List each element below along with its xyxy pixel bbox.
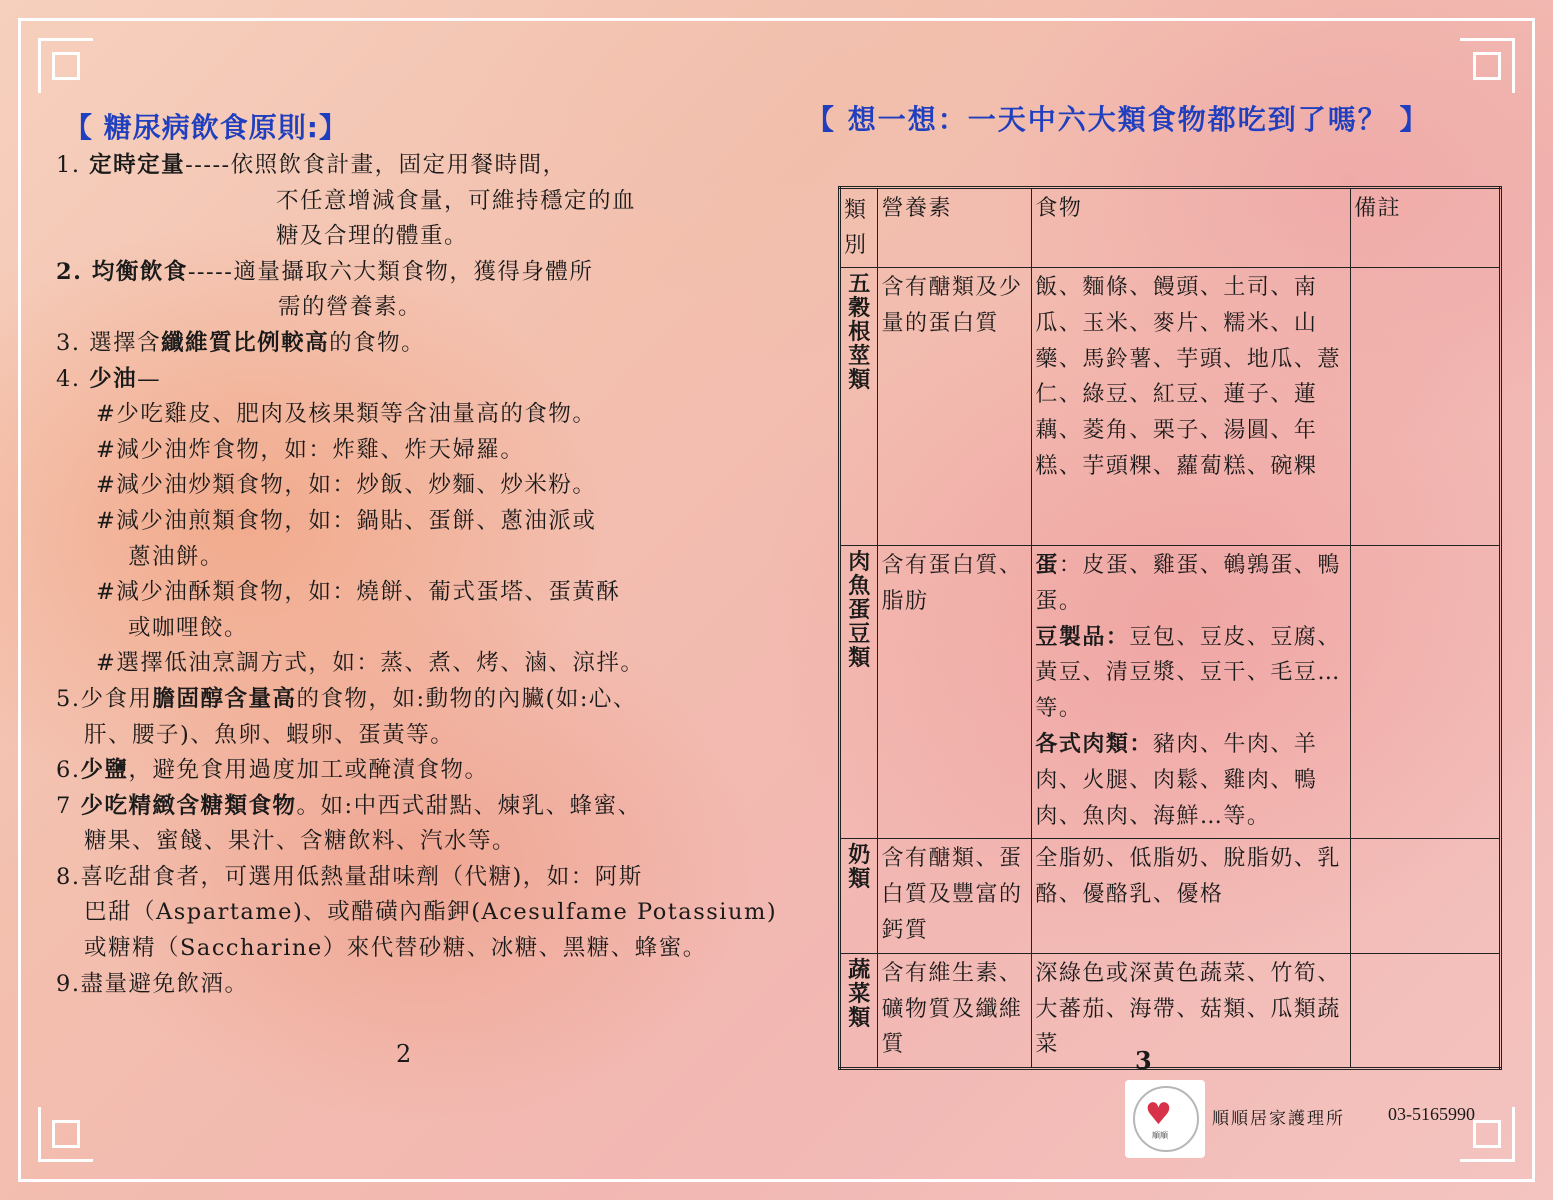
rule-text: 蔥油餅。 [128, 543, 225, 570]
header-nutrient: 營養素 [878, 188, 1032, 268]
food-nutrient: 含有醣類、蛋白質及豐富的鈣質 [878, 839, 1032, 953]
rule-line [56, 362, 776, 398]
rule-text: — [137, 365, 162, 392]
rule-text: 糖果、蜜餞、果汁、含糖飲料、汽水等。 [84, 828, 517, 855]
table-row [840, 268, 1501, 546]
food-examples [1032, 839, 1351, 953]
rule-text: #減少油煎類食物，如：鍋貼、蛋餅、蔥油派或 [96, 507, 597, 534]
heart-icon: ♥ [1145, 1097, 1172, 1132]
food-groups-table [838, 186, 1502, 1070]
rule-line [56, 860, 776, 896]
rule-line [56, 397, 776, 433]
rule-keyword: 少吃精緻含糖類食物 [80, 792, 297, 819]
rule-line [56, 219, 776, 255]
rule-line [56, 504, 776, 540]
rule-line [56, 255, 776, 291]
rule-keyword: 少油 [89, 365, 138, 392]
rule-text: 6. [56, 757, 81, 784]
rule-text: 需的營養素。 [278, 294, 423, 321]
left-page-title: 【 糖尿病飲食原則:】 [64, 111, 348, 144]
table-row [840, 953, 1501, 1068]
rule-text: #減少油炸食物，如：炸雞、炸天婦羅。 [96, 436, 525, 463]
phone-number: 03-5165990 [1388, 1104, 1475, 1124]
frame-corner-square [1473, 1120, 1501, 1148]
rule-line [56, 718, 776, 754]
right-page-title: 【 想一想：一天中六大類食物都吃到了嗎？ 】 [806, 103, 1430, 136]
rule-line [56, 184, 776, 220]
rule-line [56, 931, 776, 967]
rule-line [56, 326, 776, 362]
rule-text: -----依照飲食計畫，固定用餐時間， [185, 152, 567, 178]
rule-text: 5.少食用 [56, 685, 153, 712]
rule-line [56, 290, 776, 326]
food-entry [1035, 956, 1347, 1063]
food-nutrient: 含有醣類及少量的蛋白質 [878, 268, 1032, 546]
food-list-text: 豆包、豆皮、豆腐、黃豆、清豆漿、豆干、毛豆…等。 [1035, 624, 1341, 722]
table-row [840, 839, 1501, 953]
diet-rules-list [56, 148, 776, 1002]
page-number-left: 2 [396, 1040, 412, 1068]
food-group-label: 豆製品： [1035, 623, 1130, 650]
rule-line [56, 682, 776, 718]
rule-text: 的食物，如:動物的內臟(如:心、 [296, 685, 637, 712]
rule-line [56, 433, 776, 469]
food-group-label: 各式肉類： [1035, 730, 1153, 757]
rule-text: 4. [56, 365, 90, 392]
header-food: 食物 [1032, 188, 1351, 268]
rule-text: #減少油炒類食物，如：炒飯、炒麵、炒米粉。 [96, 472, 597, 499]
food-entry [1035, 620, 1347, 727]
rule-text: 7 [56, 792, 81, 819]
food-entry [1035, 727, 1347, 834]
rule-line [56, 148, 776, 184]
rule-text: -----適量攝取六大類食物，獲得身體所 [187, 258, 594, 285]
rule-text: 9.盡量避免飲酒。 [56, 970, 249, 997]
rule-line [56, 540, 776, 576]
food-entry [1035, 270, 1347, 485]
food-list-text: 全脂奶、低脂奶、脫脂奶、乳酪、優酪乳、優格 [1035, 846, 1341, 908]
food-list-text: 豬肉、牛肉、羊肉、火腿、肉鬆、雞肉、鴨肉、魚肉、海鮮…等。 [1035, 731, 1318, 829]
food-examples [1032, 268, 1351, 546]
rule-text: 1. [56, 152, 90, 178]
rule-text: 8.喜吃甜食者，可選用低熱量甜味劑（代糖)，如：阿斯 [56, 863, 643, 890]
page-number-right: 3 [1135, 1046, 1152, 1075]
food-list-text: ：皮蛋、雞蛋、鵪鶉蛋、鴨蛋。 [1035, 553, 1341, 614]
logo-text: 順順 [1152, 1131, 1168, 1140]
rule-keyword: 定時定量 [89, 152, 186, 178]
rule-line [56, 789, 776, 825]
food-note [1351, 268, 1501, 546]
frame-corner-square [52, 52, 80, 80]
rule-text: 或咖哩餃。 [128, 614, 249, 641]
food-category: 肉魚蛋豆類 [840, 546, 878, 839]
food-entry [1035, 841, 1347, 913]
rule-line [56, 575, 776, 611]
rule-keyword: 少鹽 [80, 757, 129, 784]
rule-keyword: 2. 均衡飲食 [56, 258, 188, 285]
food-nutrient: 含有蛋白質、脂肪 [878, 546, 1032, 839]
food-examples [1032, 546, 1351, 839]
clinic-logo [1125, 1080, 1205, 1158]
rule-text: 3. 選擇含 [56, 329, 162, 356]
food-category: 五穀根莖類 [840, 268, 878, 546]
rule-text: 或糖精（Saccharine）來代替砂糖、冰糖、黑糖、蜂蜜。 [84, 935, 707, 962]
food-note [1351, 953, 1501, 1068]
rule-line [56, 611, 776, 647]
table-row [840, 546, 1501, 839]
food-examples [1032, 953, 1351, 1068]
table-header-row [840, 188, 1501, 268]
rule-text: 。如:中西式甜點、煉乳、蜂蜜、 [296, 792, 642, 819]
rule-line [56, 468, 776, 504]
rule-text: ，避免食用過度加工或醃漬食物。 [128, 757, 489, 784]
rule-text: #選擇低油烹調方式，如：蒸、煮、烤、滷、涼拌。 [96, 650, 645, 677]
rule-line [56, 646, 776, 682]
food-entry [1035, 548, 1347, 620]
food-note [1351, 839, 1501, 953]
food-list-text: 深綠色或深黃色蔬菜、竹筍、大蕃茄、海帶、菇類、瓜類蔬菜 [1035, 960, 1341, 1058]
rule-keyword: 膽固醇含量高 [152, 685, 297, 712]
rule-line [56, 967, 776, 1003]
organization-name: 順順居家護理所 [1212, 1109, 1345, 1129]
header-category: 類別 [840, 188, 878, 268]
rule-text: #減少油酥類食物，如：燒餅、葡式蛋塔、蛋黃酥 [96, 579, 621, 606]
header-note: 備註 [1351, 188, 1501, 268]
food-group-label: 蛋 [1035, 552, 1059, 578]
rule-keyword: 纖維質比例較高 [161, 329, 330, 356]
rule-text: #少吃雞皮、肥肉及核果類等含油量高的食物。 [96, 401, 597, 428]
rule-line [56, 824, 776, 860]
rule-line [56, 753, 776, 789]
food-list-text: 飯、麵條、饅頭、土司、南瓜、玉米、麥片、糯米、山藥、馬鈴薯、芋頭、地瓜、薏仁、綠豆、紅豆、蓮子、蓮藕、菱角、栗子、湯圓、年糕、芋頭粿、蘿蔔糕、碗粿 [1035, 275, 1341, 479]
frame-corner-square [52, 1120, 80, 1148]
food-nutrient: 含有維生素、礦物質及纖維質 [878, 953, 1032, 1068]
rule-text: 巴甜（Aspartame)、或醋磺內酯鉀(Acesulfame Potassium) [84, 899, 778, 926]
food-category: 蔬菜類 [840, 953, 878, 1068]
rule-text: 肝、腰子)、魚卵、蝦卵、蛋黃等。 [84, 721, 455, 748]
frame-corner-square [1473, 52, 1501, 80]
food-note [1351, 546, 1501, 839]
rule-line [56, 895, 776, 931]
rule-text: 糖及合理的體重。 [276, 223, 469, 250]
rule-text: 的食物。 [329, 329, 426, 356]
rule-text: 不任意增減食量，可維持穩定的血 [276, 187, 637, 214]
food-category: 奶類 [840, 839, 878, 953]
